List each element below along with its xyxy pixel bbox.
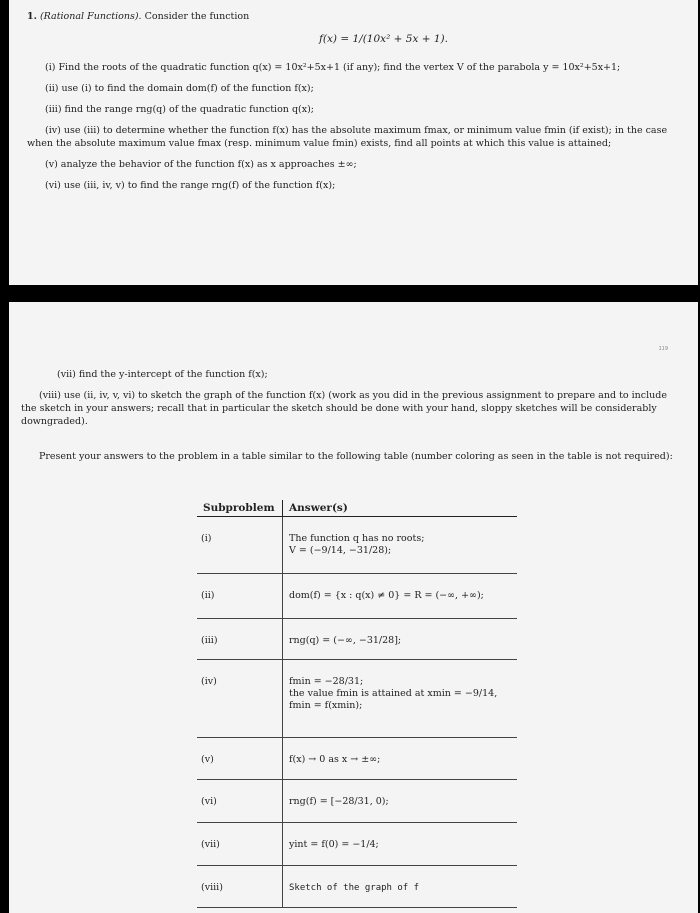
item-v: (v) analyze the behavior of the function f(x) as x approaches ±∞; xyxy=(45,159,357,170)
row-sub: (viii) xyxy=(197,866,283,908)
page-number: 119 xyxy=(658,346,668,352)
problem-title: (Rational Functions). xyxy=(39,11,142,22)
answer-line: fmin = f(xmin); xyxy=(289,700,363,711)
table-row xyxy=(197,780,517,823)
row-answer xyxy=(283,574,518,619)
function-formula: f(x) = 1/(10x² + 5x + 1). xyxy=(319,33,448,45)
row-sub: (v) xyxy=(197,738,283,780)
row-sub: (vii) xyxy=(197,823,283,866)
item-vi: (vi) use (iii, iv, v) to find the range rng(f) of the function f(x); xyxy=(45,180,336,191)
row-sub: (iii) xyxy=(197,619,283,660)
row-sub: (ii) xyxy=(197,574,283,619)
row-answer xyxy=(283,619,518,660)
table-row xyxy=(197,660,517,738)
item-iv: (iv) use (iii) to determine whether the function f(x) has the absolute maximum fmax, or minimum value fmin (if exist); in the case when the absolute maximum value fmax (resp. minimum value fmin) exists, find all points at which this value is attained; xyxy=(27,125,668,149)
item-i: (i) Find the roots of the quadratic function q(x) = 10x²+5x+1 (if any); find the vertex V of the parabola y = 10x²+5x+1; xyxy=(45,62,621,73)
page-2 xyxy=(9,302,698,913)
problem-lead: Consider the function xyxy=(144,11,250,22)
answer-line: the value fmin is attained at xmin = −9/14, xyxy=(289,688,498,699)
header-answers: Answer(s) xyxy=(283,500,518,517)
answer-line: V = (−9/14, −31/28); xyxy=(289,545,392,556)
row-answer xyxy=(283,780,518,823)
answer-line: rng(f) = [−28/31, 0); xyxy=(289,796,389,807)
table-row xyxy=(197,517,517,574)
table-row xyxy=(197,574,517,619)
answer-line: dom(f) = {x : q(x) ≠ 0} = R = (−∞, +∞); xyxy=(289,590,484,601)
header-subproblem: Subproblem xyxy=(197,500,283,517)
row-answer xyxy=(283,660,518,738)
row-sub: (iv) xyxy=(197,660,283,738)
row-answer xyxy=(283,823,518,866)
answer-table xyxy=(197,500,517,908)
item-iii: (iii) find the range rng(q) of the quadratic function q(x); xyxy=(45,104,315,115)
item-viii: (viii) use (ii, iv, v, vi) to sketch the graph of the function f(x) (work as you did in the previous assignment to prepare and to include the sketch in your answers; recall that in particular the sketch should be done with your hand, sloppy sketches will be considerably downgraded). xyxy=(21,390,667,427)
item-vii: (vii) find the y-intercept of the function f(x); xyxy=(57,369,268,380)
problem-number: 1. xyxy=(27,11,37,22)
row-sub: (vi) xyxy=(197,780,283,823)
row-answer xyxy=(283,738,518,780)
answer-line: The function q has no roots; xyxy=(289,533,425,544)
row-answer xyxy=(283,517,518,574)
item-ii: (ii) use (i) to find the domain dom(f) of the function f(x); xyxy=(45,83,314,94)
answer-line: Sketch of the graph of f xyxy=(289,883,420,893)
table-row xyxy=(197,619,517,660)
row-sub: (i) xyxy=(197,517,283,574)
page-1 xyxy=(9,0,698,285)
answer-line: f(x) → 0 as x → ±∞; xyxy=(289,754,381,765)
answer-line: fmin = −28/31; xyxy=(289,676,364,687)
table-row xyxy=(197,866,517,908)
table-row xyxy=(197,823,517,866)
problem-heading xyxy=(27,10,680,23)
table-instructions: Present your answers to the problem in a table similar to the following table (number coloring as seen in the table is not required): xyxy=(39,451,673,462)
answer-line: rng(q) = (−∞, −31/28]; xyxy=(289,635,402,646)
table-row xyxy=(197,738,517,780)
row-answer xyxy=(283,866,518,908)
answer-line: yint = f(0) = −1/4; xyxy=(289,839,379,850)
